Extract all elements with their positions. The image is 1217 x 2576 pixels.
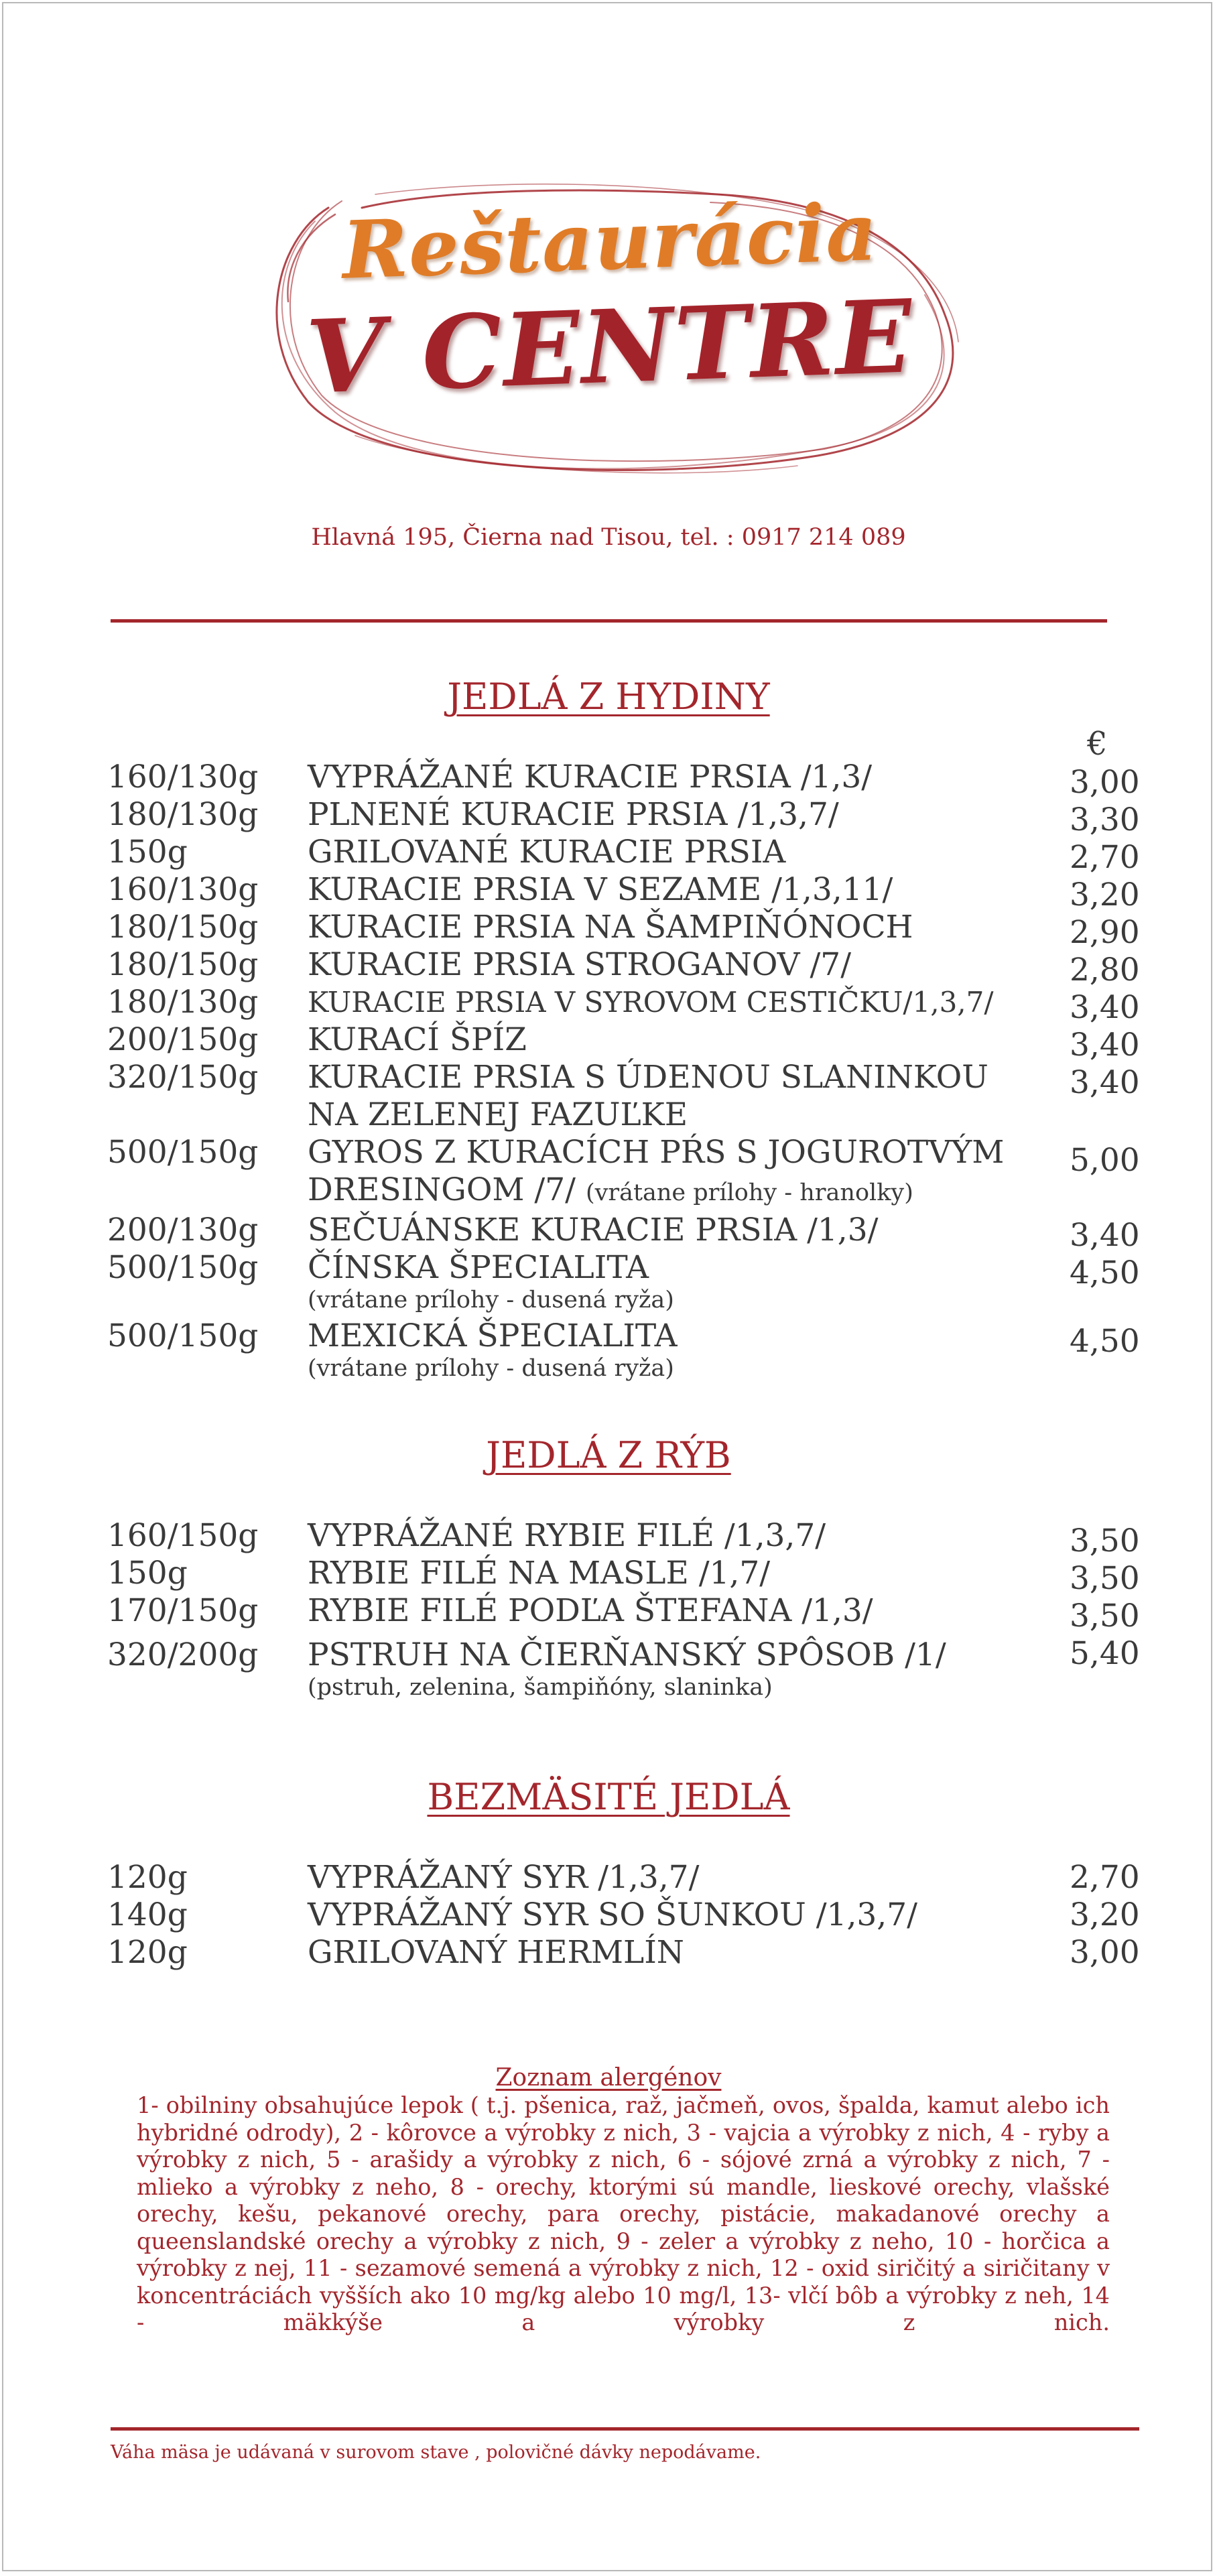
menu-item (107, 909, 1153, 951)
allergen-list-title: Zoznam alergénov (495, 2064, 722, 2091)
item-name-line2: NA ZELENEJ FAZUĽKE (308, 1096, 688, 1133)
item-name: GYROS Z KURACÍCH PŔS S JOGUROTVÝM (308, 1134, 1005, 1171)
item-weight: 180/130g (107, 796, 259, 833)
menu-item (107, 1517, 1153, 1559)
menu-item (107, 1021, 1153, 1064)
item-price: 5,00 (1070, 1142, 1140, 1179)
item-weight: 120g (107, 1934, 188, 1971)
item-price: 5,40 (1070, 1635, 1140, 1672)
item-name: PSTRUH NA ČIERŇANSKÝ SPÔSOB /1/ (308, 1636, 946, 1673)
item-name: VYPRÁŽANÉ KURACIE PRSIA /1,3/ (308, 759, 873, 795)
restaurant-address: Hlavná 195, Čierna nad Tisou, tel. : 0917 214 089 (311, 524, 906, 551)
menu-item (107, 796, 1153, 838)
item-weight: 120g (107, 1859, 188, 1896)
menu-item (107, 1592, 1153, 1634)
item-price: 3,50 (1070, 1560, 1140, 1597)
item-price: 2,80 (1070, 952, 1140, 988)
menu-item (107, 946, 1153, 988)
item-name-line2: DRESINGOM /7/ (308, 1171, 576, 1208)
allergen-list-text: 1- obilniny obsahujúce lepok ( t.j. pšenica, raž, jačmeň, ovos, špalda, kamut alebo ich hybridné odrody), 2 - kôrovce a výrobky z nich, 3 - vajcia a výrobky z nich, 4 - ryby a výrobky z nich, 5 - arašidy a výrobky z nich, 6 - sójové zrná a výrobky z nich, 7 - mlieko a výrobky z neho, 8 - orechy, ktorými sú mandle, lieskové orechy, vlašské orechy, kešu, pekanové orechy, para orechy, pistácie, makadanové orechy a queenslandské orechy a výrobky z nich, 9 - zeler a výrobky z neho, 10 - horčica a výrobky z nej, 11 - sezamové semená a výrobky z nich, 12 - oxid siričitý a siričitany v koncentráciách vyšších ako 10 mg/kg alebo 10 mg/l, 13- vlčí bôb a výrobky z neh, 14 - mäkkýše a výrobky z nich. (137, 2092, 1110, 2335)
item-price: 3,00 (1070, 1934, 1140, 1971)
section-title-vegetarian: BEZMÄSITÉ JEDLÁ (427, 1776, 790, 1818)
menu-item (107, 759, 1153, 801)
item-weight: 500/150g (107, 1134, 259, 1171)
item-price: 3,40 (1070, 1027, 1140, 1064)
item-name: KURACIE PRSIA NA ŠAMPIŇÓNOCH (308, 909, 913, 946)
menu-item (107, 1636, 1153, 1701)
item-weight: 150g (107, 1555, 188, 1592)
menu-item (107, 1896, 1153, 1934)
item-price: 3,50 (1070, 1523, 1140, 1559)
section-title-poultry: JEDLÁ Z HYDINY (447, 675, 770, 718)
item-weight: 320/150g (107, 1059, 259, 1096)
restaurant-logo (248, 168, 972, 489)
item-name: KURACÍ ŠPÍZ (308, 1021, 527, 1058)
item-price: 3,30 (1070, 801, 1140, 838)
item-name: SEČUÁNSKE KURACIE PRSIA /1,3/ (308, 1212, 879, 1248)
item-weight: 200/150g (107, 1021, 259, 1058)
item-name: KURACIE PRSIA V SYROVOM CESTIČKU/1,3,7/ (308, 986, 994, 1019)
item-price: 3,00 (1070, 764, 1140, 801)
item-name: VYPRÁŽANÝ SYR /1,3,7/ (308, 1859, 700, 1896)
item-price: 2,70 (1070, 839, 1140, 876)
logo-title: Reštaurácia (340, 185, 879, 297)
menu-item (107, 1212, 1153, 1254)
item-note: (vrátane prílohy - dusená ryža) (308, 1287, 674, 1313)
item-name: GRILOVANÝ HERMLÍN (308, 1934, 684, 1971)
item-note: (vrátane prílohy - hranolky) (585, 1179, 913, 1206)
item-name: KURACIE PRSIA S ÚDENOU SLANINKOU (308, 1059, 988, 1096)
item-weight: 320/200g (107, 1636, 259, 1673)
item-note: (vrátane prílohy - dusená ryža) (308, 1355, 674, 1382)
item-name: VYPRÁŽANÝ SYR SO ŠUNKOU /1,3,7/ (308, 1896, 917, 1933)
item-name: RYBIE FILÉ PODĽA ŠTEFANA /1,3/ (308, 1592, 873, 1629)
item-name: KURACIE PRSIA STROGANOV /7/ (308, 946, 852, 983)
item-name: PLNENÉ KURACIE PRSIA /1,3,7/ (308, 796, 839, 833)
item-price: 3,20 (1070, 877, 1140, 913)
item-price: 3,40 (1070, 1064, 1140, 1101)
section-title-fish: JEDLÁ Z RÝB (486, 1434, 731, 1476)
menu-item (107, 1859, 1153, 1896)
item-weight: 160/130g (107, 759, 259, 795)
divider (111, 2427, 1139, 2431)
item-weight: 180/150g (107, 946, 259, 983)
menu-item (107, 871, 1153, 913)
item-weight: 200/130g (107, 1212, 259, 1248)
menu-item (107, 1317, 1153, 1382)
item-name: MEXICKÁ ŠPECIALITA (308, 1317, 678, 1354)
menu-list-poultry (107, 759, 1153, 1382)
item-price: 2,70 (1070, 1859, 1140, 1896)
item-name: ČÍNSKA ŠPECIALITA (308, 1249, 649, 1286)
menu-list-vegetarian (107, 1859, 1153, 1972)
menu-item (107, 1249, 1153, 1313)
item-name: GRILOVANÉ KURACIE PRSIA (308, 834, 786, 871)
item-price: 4,50 (1070, 1323, 1140, 1360)
item-price: 3,20 (1070, 1896, 1140, 1933)
divider (111, 619, 1107, 623)
item-price: 2,90 (1070, 914, 1140, 951)
menu-item (107, 1134, 1153, 1212)
item-name: KURACIE PRSIA V SEZAME /1,3,11/ (308, 871, 893, 908)
item-weight: 500/150g (107, 1317, 259, 1354)
menu-item (107, 984, 1153, 1026)
item-price: 4,50 (1070, 1254, 1140, 1291)
menu-item (107, 1555, 1153, 1597)
item-name: RYBIE FILÉ NA MASLE /1,7/ (308, 1555, 771, 1592)
item-price: 3,40 (1070, 1217, 1140, 1254)
item-name: VYPRÁŽANÉ RYBIE FILÉ /1,3,7/ (308, 1517, 826, 1554)
item-weight: 150g (107, 834, 188, 871)
item-weight: 170/150g (107, 1592, 259, 1629)
item-weight: 500/150g (107, 1249, 259, 1286)
menu-item (107, 1934, 1153, 1972)
item-weight: 160/150g (107, 1517, 259, 1554)
menu-item (107, 1059, 1153, 1134)
item-price: 3,40 (1070, 989, 1140, 1026)
footnote: Váha mäsa je udávaná v surovom stave , polovičné dávky nepodávame. (111, 2442, 761, 2463)
logo-subtitle: V CENTRE (304, 277, 915, 417)
item-weight: 180/150g (107, 909, 259, 946)
menu-list-fish (107, 1517, 1153, 1701)
currency-symbol: € (1087, 725, 1108, 763)
menu-item (107, 834, 1153, 876)
item-weight: 180/130g (107, 984, 259, 1021)
item-weight: 140g (107, 1896, 188, 1933)
item-weight: 160/130g (107, 871, 259, 908)
item-price: 3,50 (1070, 1598, 1140, 1634)
item-note: (pstruh, zelenina, šampiňóny, slaninka) (308, 1674, 773, 1701)
